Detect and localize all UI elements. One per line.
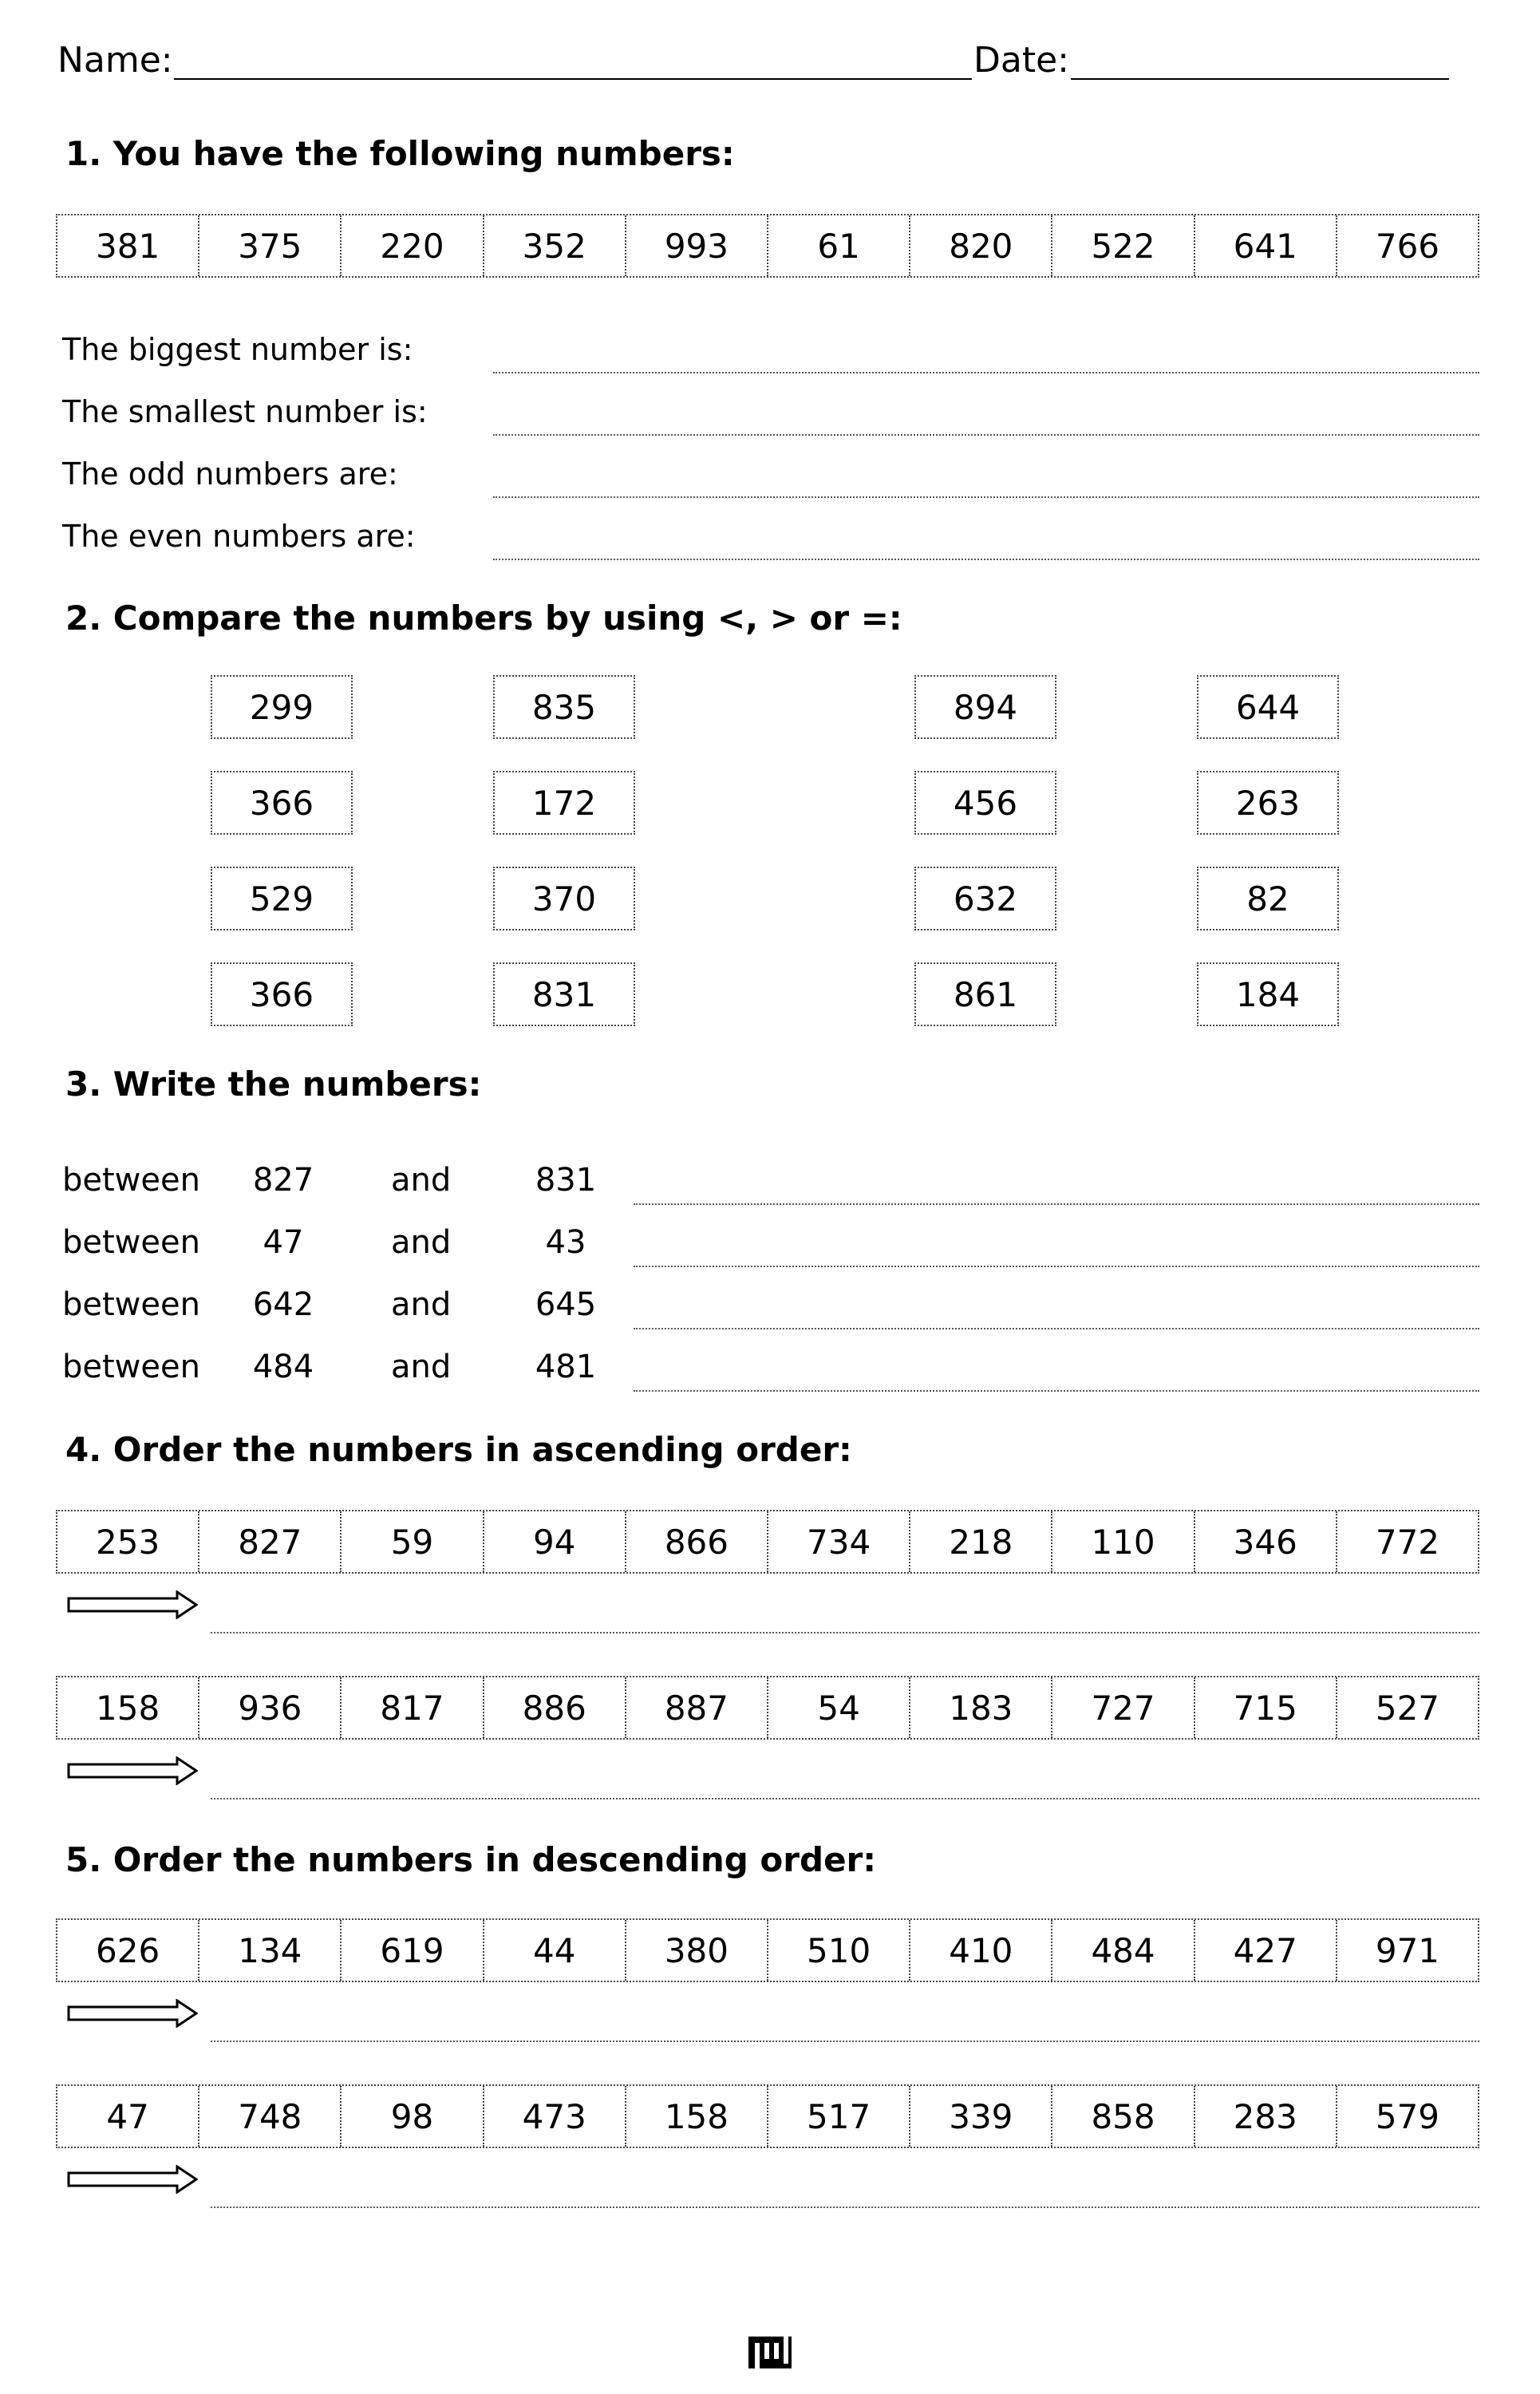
number-cell: 94 [484,1511,626,1572]
name-field[interactable] [174,78,972,80]
smallest-number-answer[interactable] [493,434,1479,436]
end-number: 481 [535,1349,597,1385]
section-5-title: 5. Order the numbers in descending order: [65,1840,877,1879]
number-cell: 727 [1052,1677,1194,1738]
even-numbers-label: The even numbers are: [62,519,416,554]
right-arrow-outline-icon [67,2165,198,2194]
number-cell: 517 [768,2086,910,2147]
number-cell: 283 [1195,2086,1337,2147]
section-4-title: 4. Order the numbers in ascending order: [65,1430,852,1469]
number-cell: 522 [1052,215,1194,276]
compare-box: 82 [1197,867,1339,930]
right-arrow-outline-icon [67,1590,198,1619]
number-cell: 158 [57,1677,199,1738]
worksheet-logo-icon [748,2335,792,2370]
number-cell: 971 [1375,1930,1440,1970]
number-cell: 827 [199,1511,342,1572]
number-cell: 134 [199,1920,342,1981]
number-cell: 619 [342,1920,484,1981]
number-cell: 887 [626,1677,768,1738]
number-cell: 626 [57,1920,199,1981]
number-cell: 993 [626,215,768,276]
date-field[interactable] [1071,78,1449,80]
section-2-title: 2. Compare the numbers by using <, > or =: [65,598,902,638]
between-answer[interactable] [634,1203,1479,1205]
number-cell: 510 [768,1920,910,1981]
compare-box: 366 [211,771,353,835]
compare-box: 299 [211,675,353,739]
number-cell: 734 [768,1511,910,1572]
start-number: 642 [252,1286,314,1323]
odd-numbers-label: The odd numbers are: [62,456,398,492]
number-cell: 54 [768,1677,910,1738]
between-answer[interactable] [634,1328,1479,1329]
compare-box: 172 [493,771,635,835]
compare-box: 263 [1197,771,1339,835]
number-cell: 484 [1052,1920,1194,1981]
between-answer[interactable] [634,1266,1479,1267]
descending-row-2 [56,2084,1479,2148]
compare-box: 644 [1197,675,1339,739]
between-answer[interactable] [634,1390,1479,1392]
end-number: 831 [535,1162,597,1199]
biggest-number-label: The biggest number is: [62,332,413,367]
number-cell: 220 [342,215,484,276]
number-cell: 61 [768,215,910,276]
end-number: 645 [535,1286,597,1323]
smallest-number-label: The smallest number is: [62,394,428,429]
compare-box: 632 [914,867,1056,930]
descending-answer-1[interactable] [211,2040,1479,2042]
number-cell: 352 [484,215,626,276]
ascending-answer-2[interactable] [211,1798,1479,1799]
number-cell: 110 [1052,1511,1194,1572]
compare-box: 184 [1197,962,1339,1026]
ascending-answer-1[interactable] [211,1632,1479,1634]
and-label: and [391,1349,452,1385]
compare-box: 456 [914,771,1056,835]
odd-numbers-answer[interactable] [493,496,1479,498]
and-label: and [391,1224,452,1261]
compare-box: 831 [493,962,635,1026]
start-number: 827 [252,1162,314,1199]
number-cell: 346 [1195,1511,1337,1572]
between-label: between [62,1162,200,1199]
date-label: Date: [973,40,1069,81]
compare-box: 861 [914,962,1056,1026]
number-cell: 380 [626,1920,768,1981]
right-arrow-outline-icon [67,1999,198,2028]
number-cell: 748 [199,2086,342,2147]
biggest-number-answer[interactable] [493,372,1479,373]
number-cell: 715 [1195,1677,1337,1738]
number-cell: 936 [199,1677,342,1738]
s1-number-row [56,214,1479,278]
number-cell: 858 [1052,2086,1194,2147]
number-cell: 766 [1375,226,1440,266]
and-label: and [391,1286,452,1323]
start-number: 47 [263,1224,304,1261]
number-cell: 59 [342,1511,484,1572]
number-cell: 886 [484,1677,626,1738]
ascending-row-2 [56,1676,1479,1740]
number-cell: 339 [910,2086,1052,2147]
name-label: Name: [57,40,173,81]
section-3-title: 3. Write the numbers: [65,1065,482,1104]
number-cell: 375 [199,215,342,276]
number-cell: 866 [626,1511,768,1572]
even-numbers-answer[interactable] [493,559,1479,560]
number-cell: 381 [57,215,199,276]
number-cell: 820 [910,215,1052,276]
number-cell: 47 [57,2086,199,2147]
number-cell: 98 [342,2086,484,2147]
start-number: 484 [252,1349,314,1385]
compare-box: 835 [493,675,635,739]
number-cell: 253 [57,1511,199,1572]
descending-row-1 [56,1918,1479,1982]
number-cell: 410 [910,1920,1052,1981]
number-cell: 44 [484,1920,626,1981]
number-cell: 427 [1195,1920,1337,1981]
number-cell: 641 [1195,215,1337,276]
and-label: and [391,1162,452,1199]
number-cell: 473 [484,2086,626,2147]
number-cell: 218 [910,1511,1052,1572]
number-cell: 183 [910,1677,1052,1738]
between-label: between [62,1349,200,1385]
compare-box: 370 [493,867,635,930]
ascending-row-1 [56,1510,1479,1574]
number-cell: 579 [1375,2096,1440,2136]
descending-answer-2[interactable] [211,2206,1479,2208]
compare-box: 366 [211,962,353,1026]
compare-box: 529 [211,867,353,930]
section-1-title: 1. You have the following numbers: [65,134,735,173]
number-cell: 527 [1375,1688,1440,1728]
compare-box: 894 [914,675,1056,739]
number-cell: 817 [342,1677,484,1738]
between-label: between [62,1224,200,1261]
end-number: 43 [545,1224,586,1261]
right-arrow-outline-icon [67,1756,198,1785]
number-cell: 158 [626,2086,768,2147]
between-label: between [62,1286,200,1323]
number-cell: 772 [1375,1522,1440,1562]
